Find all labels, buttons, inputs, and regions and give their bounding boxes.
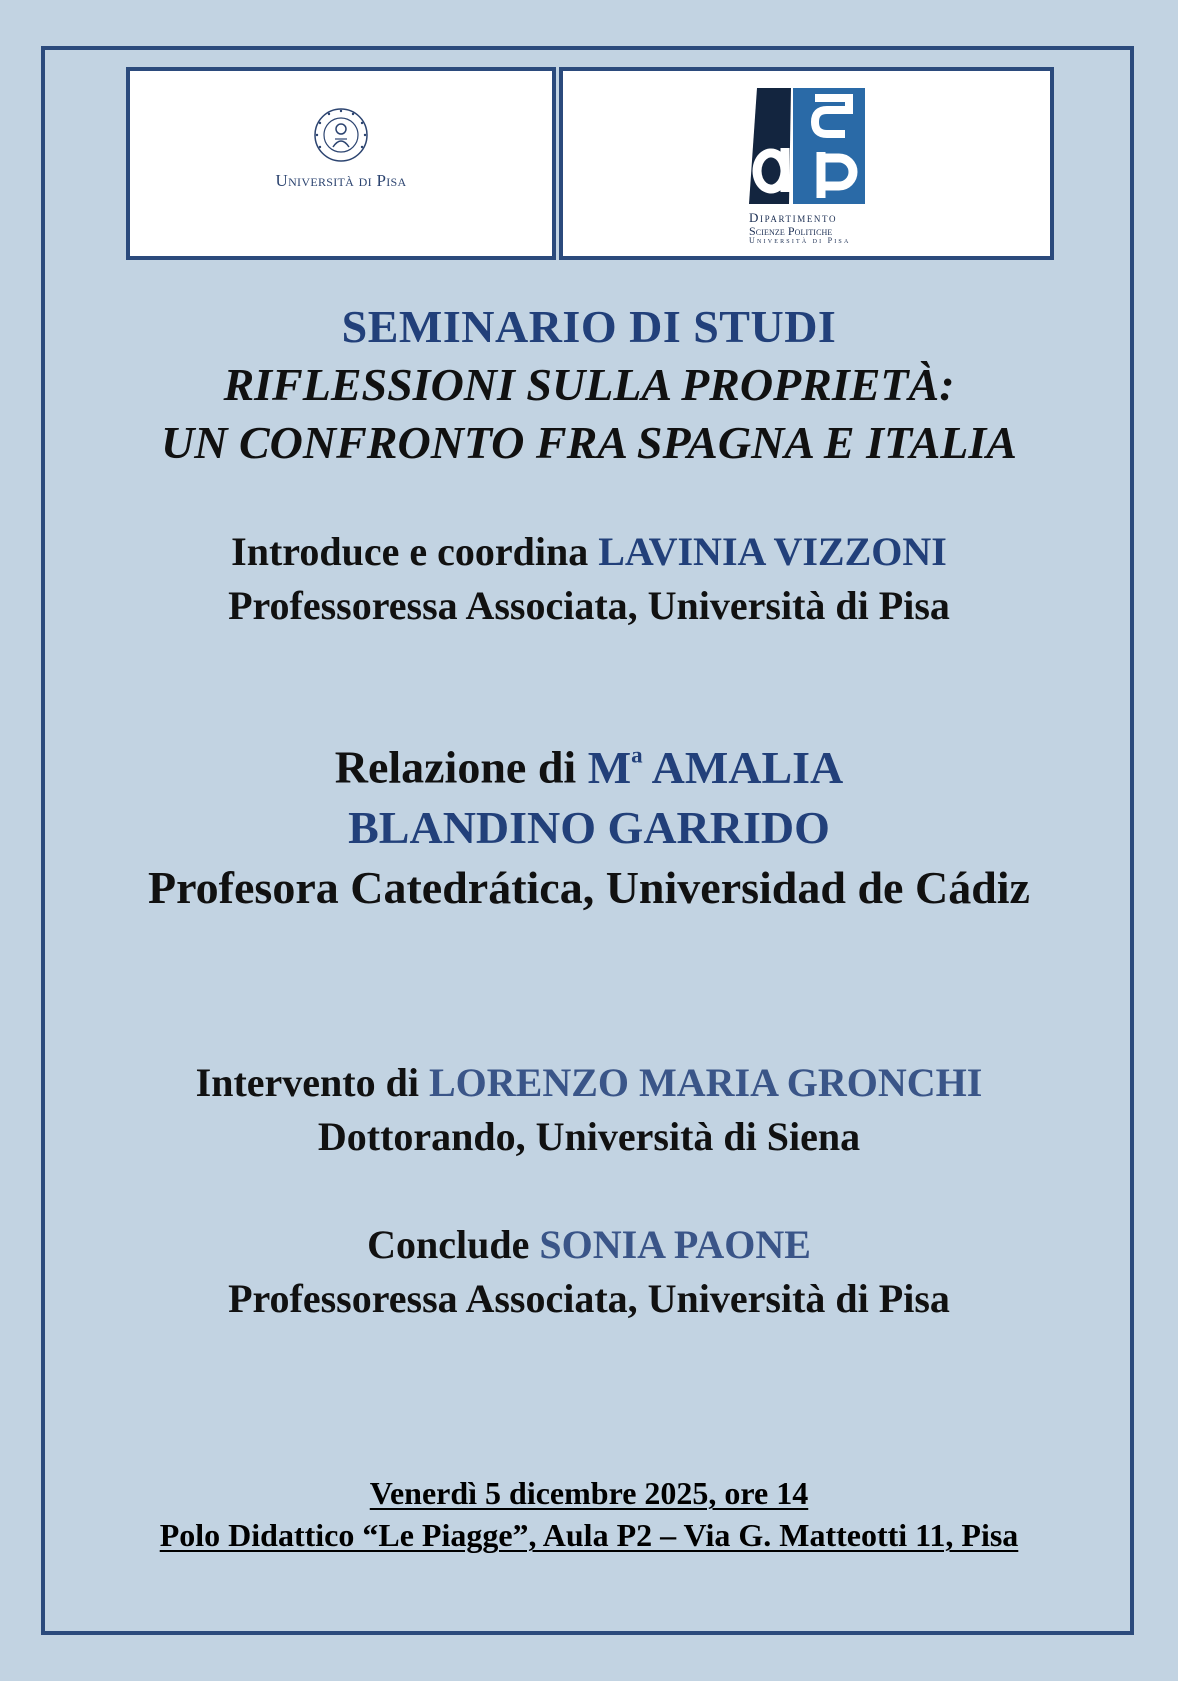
dsp-logo (749, 88, 874, 246)
event-venue: Polo Didattico “Le Piagge”, Aula P2 – Via G. Matteotti 11, Pisa (159, 1517, 1019, 1553)
unipi-logo (130, 105, 552, 191)
dsp-line2: Scienze Politiche (749, 223, 833, 238)
unipi-name: Università di Pisa (275, 171, 407, 190)
speaker-section (0, 725, 1178, 918)
dsp-mark-icon (749, 88, 869, 206)
dsp-line1: Dipartimento (749, 210, 838, 225)
speaker-name-line1: $M^a$ AMALIA (587, 741, 844, 793)
closer-section (0, 1218, 1178, 1326)
speaker-prefix: Relazione di (334, 741, 577, 793)
discussant-prefix: Intervento di (195, 1060, 419, 1105)
closer-prefix: Conclude (367, 1222, 530, 1267)
discussant-section (0, 1056, 1178, 1164)
introducer-role: Professoressa Associata, Università di Pisa (228, 583, 950, 628)
dsp-logo-box (559, 67, 1054, 260)
introducer-name: LAVINIA VIZZONI (598, 529, 947, 574)
closer-role: Professoressa Associata, Università di Pisa (228, 1276, 950, 1321)
title-block (0, 298, 1178, 472)
introducer-prefix: Introduce e coordina (231, 529, 589, 574)
discussant-name: LORENZO MARIA GRONCHI (428, 1060, 983, 1105)
unipi-seal-icon (311, 105, 371, 165)
speaker-role: Profesora Catedrática, Universidad de Cádiz (148, 861, 1030, 913)
discussant-role: Dottorando, Università di Siena (317, 1114, 861, 1159)
speaker-name-line2: BLANDINO GARRIDO (348, 801, 830, 853)
unipi-logo-box (126, 67, 556, 260)
closer-name: SONIA PAONE (539, 1222, 811, 1267)
event-date: Venerdì 5 dicembre 2025, ore 14 (369, 1475, 809, 1511)
introducer-section (0, 525, 1178, 633)
dsp-line3: Università di Pisa (749, 236, 851, 246)
event-details (0, 1472, 1178, 1556)
event-type: SEMINARIO DI STUDI (341, 301, 837, 352)
event-title-line2: UN CONFRONTO FRA SPAGNA E ITALIA (161, 417, 1017, 468)
logo-bar (126, 67, 1054, 260)
event-title-line1: RIFLESSIONI SULLA PROPRIETÀ: (223, 359, 955, 410)
